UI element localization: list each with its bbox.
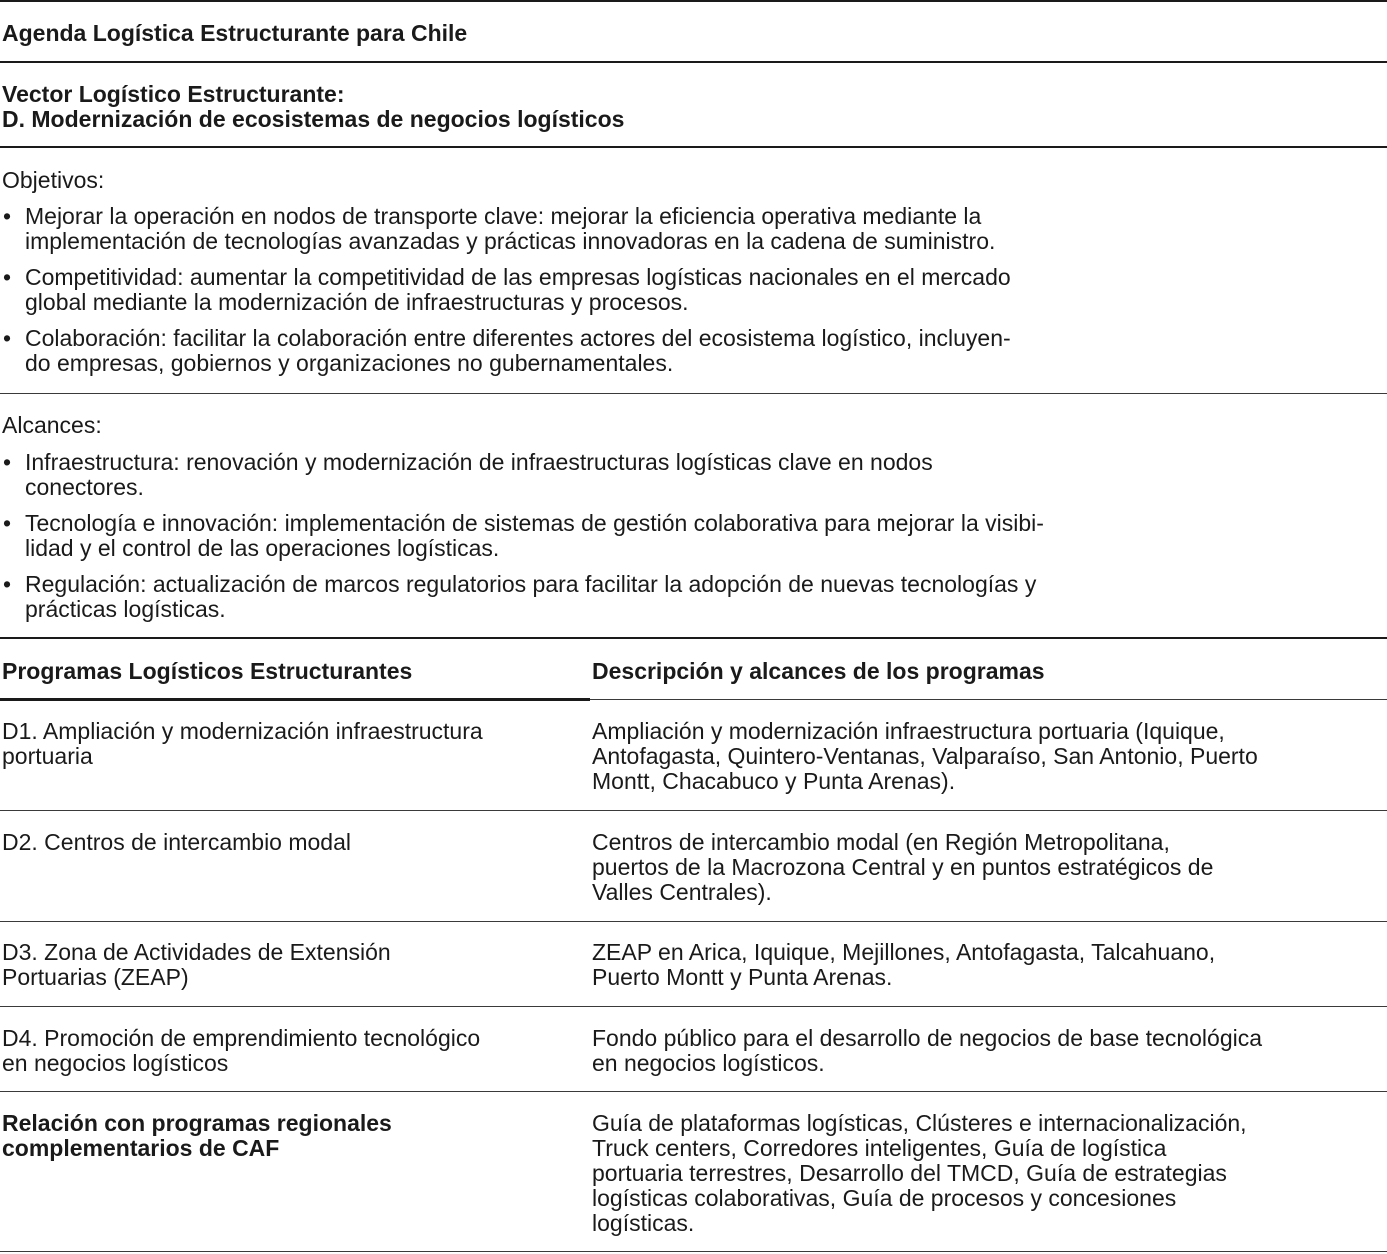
top-rule [0, 0, 1387, 2]
list-item: • Tecnología e innovación: implementación de sistemas de gestión colaborativa para mejorar la visibi- lidad y el control de las operaciones logísticas. [3, 510, 1044, 561]
bullet-icon: • [3, 264, 12, 290]
table-header-underline-right [590, 699, 1387, 700]
bullet-icon: • [3, 571, 12, 597]
table-row-d3-program: D3. Zona de Actividades de Extensión Portuarias (ZEAP) [2, 939, 391, 990]
title-divider [0, 61, 1387, 63]
document-title: Agenda Logística Estructurante para Chile [2, 20, 468, 46]
table-row-caf-description: Guía de plataformas logísticas, Clústeres e internacionalización, Truck centers, Corredores inteligentes, Guía de logística portuaria terrestres, Desarrollo del TMCD, Guía de estrategias logísticas colaborativas, Guía de procesos y concesiones logísticas. [592, 1110, 1247, 1236]
vector-name: D. Modernización de ecosistemas de negocios logísticos [2, 106, 625, 132]
row-divider [0, 810, 1387, 811]
row-divider [0, 921, 1387, 922]
objetivos-list [0, 204, 1160, 387]
row-divider [0, 1091, 1387, 1092]
vector-label: Vector Logístico Estructurante: [2, 81, 345, 107]
bullet-icon: • [3, 449, 12, 475]
list-item: • Regulación: actualización de marcos regulatorios para facilitar la adopción de nuevas tecnologías y prácticas logísticas. [3, 571, 1037, 622]
alcances-divider [0, 637, 1387, 639]
bullet-icon: • [3, 203, 12, 229]
table-row-d2-description: Centros de intercambio modal (en Región Metropolitana, puertos de la Macrozona Central y en puntos estratégicos de Valles Centrales). [592, 829, 1214, 905]
table-row-d1-program: D1. Ampliación y modernización infraestructura portuaria [2, 718, 483, 769]
table-row-d3-description: ZEAP en Arica, Iquique, Mejillones, Antofagasta, Talcahuano, Puerto Montt y Punta Arenas. [592, 939, 1216, 990]
table-row-d1-description: Ampliación y modernización infraestructura portuaria (Iquique, Antofagasta, Quintero-Ventanas, Valparaíso, San Antonio, Puerto Montt, Chacabuco y Punta Arenas). [592, 718, 1258, 794]
vector-divider [0, 146, 1387, 148]
objetivos-label: Objetivos: [2, 167, 105, 193]
bullet-icon: • [3, 325, 12, 351]
table-row-d2-program: D2. Centros de intercambio modal [2, 829, 351, 855]
table-header-programs: Programas Logísticos Estructurantes [2, 658, 413, 684]
list-item: • Colaboración: facilitar la colaboración entre diferentes actores del ecosistema logístico, incluyen- do empresas, gobiernos y organizaciones no gubernamentales. [3, 325, 1011, 376]
alcances-list [0, 450, 1160, 633]
list-item: • Infraestructura: renovación y modernización de infraestructuras logísticas clave en nodos conectores. [3, 449, 933, 500]
table-header-description: Descripción y alcances de los programas [592, 658, 1045, 684]
list-item: • Competitividad: aumentar la competitividad de las empresas logísticas nacionales en el mercado global mediante la modernización de infraestructuras y procesos. [3, 264, 1011, 315]
list-item: • Mejorar la operación en nodos de transporte clave: mejorar la eficiencia operativa mediante la implementación de tecnologías avanzadas y prácticas innovadoras en la cadena de suministro. [3, 203, 996, 254]
table-row-caf-program: Relación con programas regionales complementarios de CAF [2, 1110, 392, 1161]
table-header-underline [0, 698, 590, 701]
table-row-d4-program: D4. Promoción de emprendimiento tecnológico en negocios logísticos [2, 1025, 481, 1076]
row-divider [0, 1006, 1387, 1007]
alcances-label: Alcances: [2, 412, 102, 438]
objetivos-divider [0, 393, 1387, 394]
table-row-d4-description: Fondo público para el desarrollo de negocios de base tecnológica en negocios logísticos. [592, 1025, 1263, 1076]
table-bottom-rule [0, 1251, 1387, 1252]
bullet-icon: • [3, 510, 12, 536]
